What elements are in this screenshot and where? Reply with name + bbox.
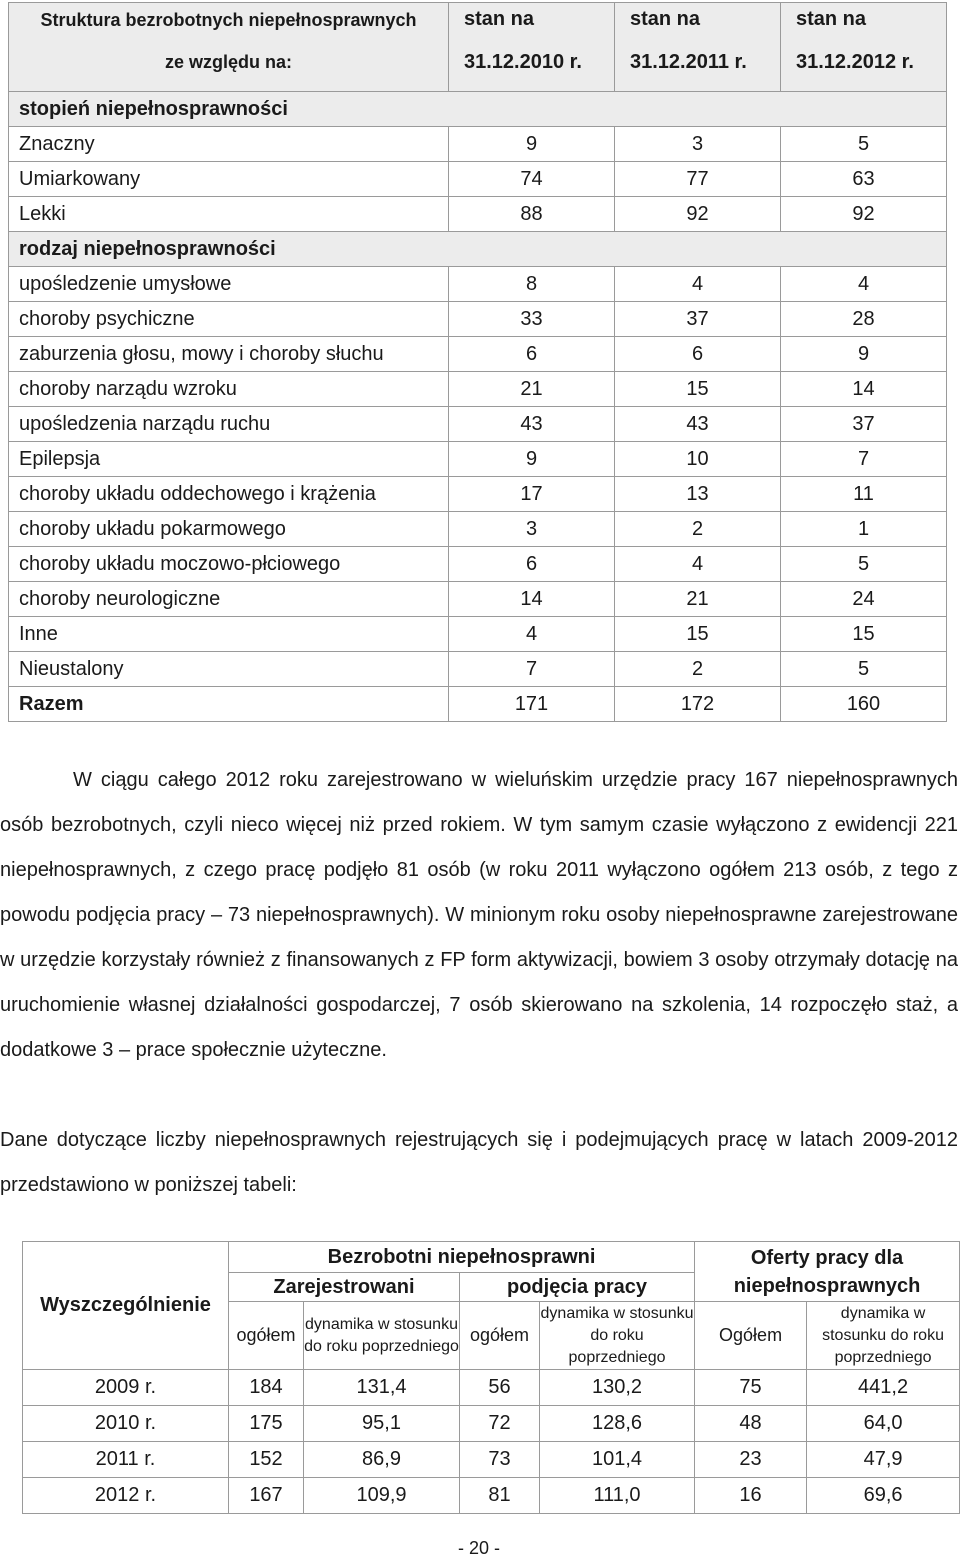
data-cell: 48: [695, 1406, 807, 1442]
table-row: [23, 1442, 960, 1478]
cell-2011: 15: [615, 617, 781, 652]
table-row: [9, 477, 947, 512]
row-label: Nieustalony: [9, 652, 449, 687]
cell-2011: 92: [615, 197, 781, 232]
table-row: [23, 1370, 960, 1406]
cell-2010: 3: [449, 512, 615, 547]
cell-2011: 37: [615, 302, 781, 337]
cell-2011: 6: [615, 337, 781, 372]
cell-2012: 14: [781, 372, 947, 407]
table2-col-dynamics-employment: dynamika w stosunku do roku poprzedniego: [540, 1302, 695, 1370]
table1-header-2011: [615, 3, 781, 92]
cell-2011: 43: [615, 407, 781, 442]
table-row: [9, 197, 947, 232]
cell-2011: 13: [615, 477, 781, 512]
cell-2012: 5: [781, 547, 947, 582]
table2-col-total-registered: ogółem: [229, 1302, 304, 1370]
cell-2010: 43: [449, 407, 615, 442]
year-cell: 2011 r.: [23, 1442, 229, 1478]
row-label: Umiarkowany: [9, 162, 449, 197]
data-cell: 23: [695, 1442, 807, 1478]
cell-2012: 63: [781, 162, 947, 197]
table-row: [9, 582, 947, 617]
table-row: [9, 617, 947, 652]
data-cell: 184: [229, 1370, 304, 1406]
row-label: Lekki: [9, 197, 449, 232]
cell-2010: 9: [449, 442, 615, 477]
cell-2010: 6: [449, 337, 615, 372]
cell-2012: 9: [781, 337, 947, 372]
data-cell: 167: [229, 1478, 304, 1514]
cell-2012: 5: [781, 652, 947, 687]
cell-2010: 9: [449, 127, 615, 162]
cell-2010: 14: [449, 582, 615, 617]
row-label: Znaczny: [9, 127, 449, 162]
data-cell: 128,6: [540, 1406, 695, 1442]
period-label: stan na: [630, 8, 701, 30]
section-row-degree: [9, 92, 947, 127]
table-total-row: [9, 687, 947, 722]
table-row: [9, 267, 947, 302]
cell-2010: 74: [449, 162, 615, 197]
table2-col-total-offers: Ogółem: [695, 1302, 807, 1370]
cell-2011: 4: [615, 547, 781, 582]
cell-2011: 15: [615, 372, 781, 407]
body-paragraph-2012-summary: W ciągu całego 2012 roku zarejestrowano w wieluńskim urzędzie pracy 167 niepełnosprawnych osób bezrobotnych, czyli nieco więcej niż przed rokiem. W tym samym czasie wyłączono z ewidencji 221 niepełnosprawnych, z czego pracę podjęło 81 osób (w roku 2011 wyłączono ogółem 213 osób, z tego z powodu podjęcia pracy – 73 niepełnosprawnych). W minionym roku osoby niepełnosprawne zarejestrowane w urzędzie korzystały również z finansowanych z FP form aktywizacji, bowiem 3 osoby otrzymały dotację na uruchomienie własnej działalności gospodarczej, 7 osób skierowano na szkolenia, 14 rozpoczęło staż, a dodatkowe 3 – prace społecznie użyteczne.: [0, 769, 958, 1061]
registration-employment-table: [22, 1241, 960, 1514]
table2-spec-header: Wyszczególnienie: [23, 1242, 229, 1370]
cell-2012: 1: [781, 512, 947, 547]
cell-2011: 3: [615, 127, 781, 162]
row-label: zaburzenia głosu, mowy i choroby słuchu: [9, 337, 449, 372]
cell-2011: 4: [615, 267, 781, 302]
cell-2011: 2: [615, 512, 781, 547]
disability-structure-table: [8, 2, 947, 722]
data-cell: 131,4: [304, 1370, 460, 1406]
table2-group-unemployed: Bezrobotni niepełnosprawni: [229, 1242, 695, 1273]
table2-col-dynamics-registered: dynamika w stosunku do roku poprzedniego: [304, 1302, 460, 1370]
cell-2012: 24: [781, 582, 947, 617]
data-cell: 441,2: [807, 1370, 960, 1406]
row-label: Epilepsja: [9, 442, 449, 477]
cell-2010: 33: [449, 302, 615, 337]
row-label: choroby układu moczowo-płciowego: [9, 547, 449, 582]
row-label: choroby układu oddechowego i krążenia: [9, 477, 449, 512]
data-cell: 56: [460, 1370, 540, 1406]
data-cell: 81: [460, 1478, 540, 1514]
row-label: choroby neurologiczne: [9, 582, 449, 617]
data-cell: 111,0: [540, 1478, 695, 1514]
row-label: upośledzenie umysłowe: [9, 267, 449, 302]
cell-2011: 21: [615, 582, 781, 617]
table1-header-category: [9, 3, 449, 92]
data-cell: 130,2: [540, 1370, 695, 1406]
year-cell: 2012 r.: [23, 1478, 229, 1514]
data-cell: 47,9: [807, 1442, 960, 1478]
row-label: upośledzenia narządu ruchu: [9, 407, 449, 442]
cell-2012: 37: [781, 407, 947, 442]
period-date: 31.12.2012 r.: [796, 51, 914, 73]
cell-2011: 77: [615, 162, 781, 197]
cell-2012: 11: [781, 477, 947, 512]
total-2011: 172: [615, 687, 781, 722]
data-cell: 75: [695, 1370, 807, 1406]
data-cell: 72: [460, 1406, 540, 1442]
table-row: [9, 512, 947, 547]
table-row: [9, 302, 947, 337]
cell-2010: 4: [449, 617, 615, 652]
data-cell: 86,9: [304, 1442, 460, 1478]
body-paragraph-table-intro: Dane dotyczące liczby niepełnosprawnych rejestrujących się i podejmujących pracę w latach 2009-2012 przedstawiono w poniższej tabeli:: [0, 1129, 958, 1196]
cell-2010: 88: [449, 197, 615, 232]
period-date: 31.12.2010 r.: [464, 51, 582, 73]
period-label: stan na: [796, 8, 867, 30]
year-cell: 2010 r.: [23, 1406, 229, 1442]
cell-2012: 92: [781, 197, 947, 232]
section-row-type: [9, 232, 947, 267]
table-row: [9, 407, 947, 442]
data-cell: 16: [695, 1478, 807, 1514]
row-label: choroby narządu wzroku: [9, 372, 449, 407]
data-cell: 69,6: [807, 1478, 960, 1514]
row-label: choroby układu pokarmowego: [9, 512, 449, 547]
year-cell: 2009 r.: [23, 1370, 229, 1406]
cell-2012: 28: [781, 302, 947, 337]
table-row: [23, 1478, 960, 1514]
data-cell: 109,9: [304, 1478, 460, 1514]
table-row: [23, 1406, 960, 1442]
table1-header-line2: ze względu na:: [164, 52, 292, 72]
table1-header-2010: [449, 3, 615, 92]
table2-group-employment: podjęcia pracy: [460, 1273, 695, 1302]
cell-2012: 15: [781, 617, 947, 652]
table2-col-dynamics-offers: dynamika w stosunku do roku poprzedniego: [807, 1302, 960, 1370]
page-number: - 20 -: [457, 1538, 500, 1558]
data-cell: 152: [229, 1442, 304, 1478]
cell-2012: 5: [781, 127, 947, 162]
table1-header-line1: Struktura bezrobotnych niepełnosprawnych: [40, 10, 417, 30]
total-2010: 171: [449, 687, 615, 722]
table2-header-row-1: [23, 1242, 960, 1273]
section-title: stopień niepełnosprawności: [9, 92, 947, 127]
table2-group-registered: Zarejestrowani: [229, 1273, 460, 1302]
table2-group-offers: Oferty pracy dla niepełnosprawnych: [695, 1242, 960, 1302]
cell-2010: 17: [449, 477, 615, 512]
cell-2011: 2: [615, 652, 781, 687]
cell-2010: 8: [449, 267, 615, 302]
table-row: [9, 547, 947, 582]
data-cell: 95,1: [304, 1406, 460, 1442]
table-row: [9, 652, 947, 687]
cell-2010: 6: [449, 547, 615, 582]
row-label: Inne: [9, 617, 449, 652]
data-cell: 175: [229, 1406, 304, 1442]
table-row: [9, 442, 947, 477]
cell-2010: 7: [449, 652, 615, 687]
data-cell: 64,0: [807, 1406, 960, 1442]
table-row: [9, 127, 947, 162]
data-cell: 73: [460, 1442, 540, 1478]
table-row: [9, 162, 947, 197]
cell-2012: 7: [781, 442, 947, 477]
table-row: [9, 372, 947, 407]
cell-2012: 4: [781, 267, 947, 302]
row-label: choroby psychiczne: [9, 302, 449, 337]
data-cell: 101,4: [540, 1442, 695, 1478]
cell-2010: 21: [449, 372, 615, 407]
section-title: rodzaj niepełnosprawności: [9, 232, 947, 267]
table1-header-2012: [781, 3, 947, 92]
cell-2011: 10: [615, 442, 781, 477]
total-2012: 160: [781, 687, 947, 722]
table-row: [9, 337, 947, 372]
table2-col-total-employment: ogółem: [460, 1302, 540, 1370]
table1-header-row: [9, 3, 947, 92]
period-label: stan na: [464, 8, 535, 30]
period-date: 31.12.2011 r.: [630, 51, 747, 73]
total-label: Razem: [9, 687, 449, 722]
